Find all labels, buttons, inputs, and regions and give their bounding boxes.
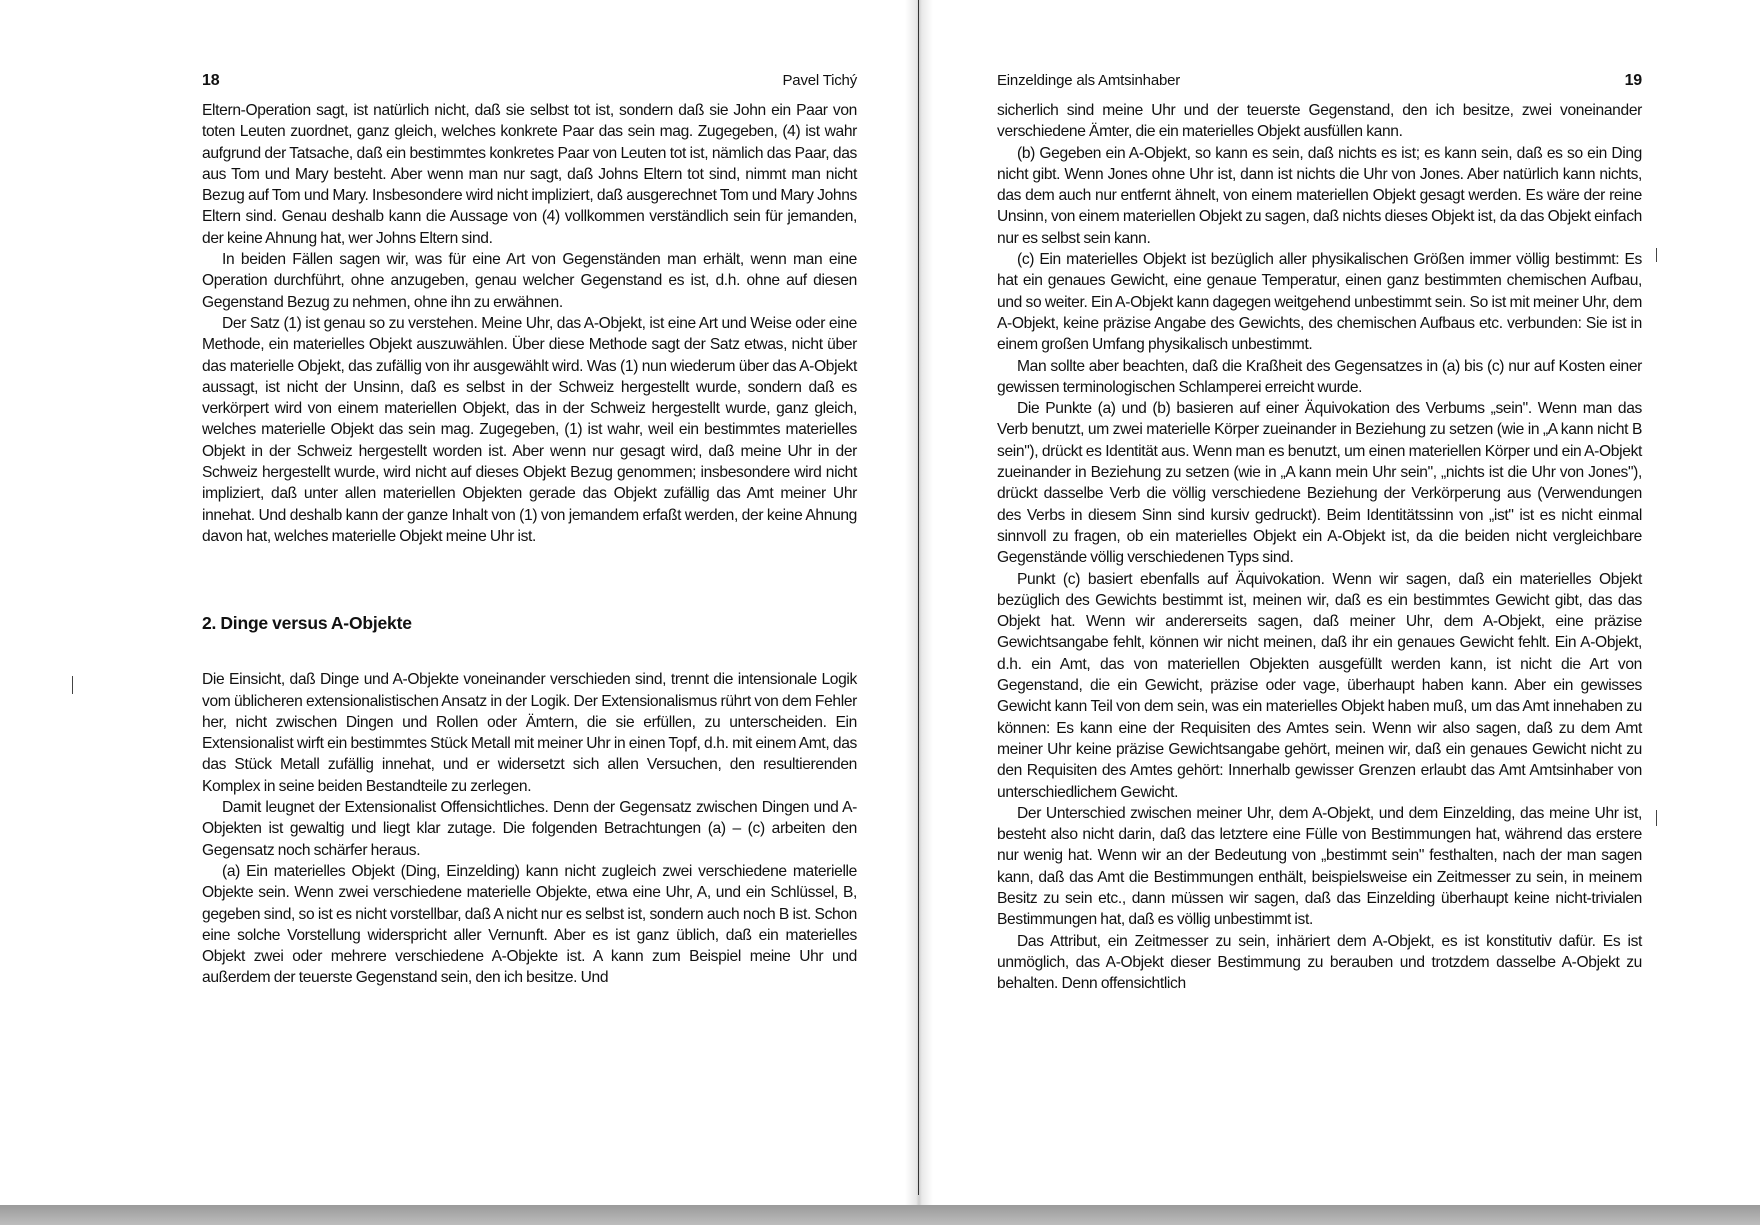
margin-mark bbox=[1656, 248, 1657, 262]
margin-mark bbox=[72, 676, 73, 694]
paragraph: Punkt (c) basiert ebenfalls auf Äquivokation. Wenn wir sagen, daß ein materielles Objekt bezüglich des Gewichts bestimmt ist, meinen wir, daß es ein bestimmtes Gewicht gibt, das das Objekt hat. Wenn wir andererseits sagen, daß meiner Uhr, dem A-Objekt, eine präzise Gewichtsangabe fehlt, können wir nicht meinen, daß ihr ein genaues Gewicht fehlt. Ein A-Objekt, d.h. ein Amt, das von materiellen Objekten ausgefüllt werden kann, ist nicht die Art von Gegenstand, die ein Gewicht, präzise oder vage, überhaupt haben kann. Aber ein gewisses Gewicht kann Teil von dem sein, was ein materielles Objekt haben muß, um das Amt innehaben zu können: Es kann eine der Requisiten des Amtes sein. Wenn wir also sagen, daß zu dem Amt meiner Uhr keine präzise Gewichtsangabe gehört, meinen wir, daß ein genaues Gewicht nicht zu den Requisiten des Amtes gehört: Innerhalb gewisser Grenzen erlaubt das Amt Amtsinhaber von unterschiedlichem Gewicht. bbox=[997, 570, 1642, 801]
right-page bbox=[997, 66, 1642, 1196]
paragraph: (c) Ein materielles Objekt ist bezüglich aller physikalischen Größen immer völlig bestimmt: Es hat ein genaues Gewicht, eine genaue Temperatur, einen ganz bestimmten chemischen Aufbau, und so weiter. Ein A-Objekt kann dagegen weitgehend unbestimmt sein. So ist mit meiner Uhr, dem A-Objekt, keine präzise Angabe des Gewichts, des chemischen Aufbaus etc. verbunden: Sie ist in einem großen Umfang physikalisch unbestimmt. bbox=[997, 251, 1642, 354]
paragraph: Eltern-Operation sagt, ist natürlich nicht, daß sie selbst tot ist, sondern daß sie John ein Paar von toten Leuten zuordnet, ganz gleich, welches konkrete Paar das sein mag. Zugegeben, (4) ist wahr aufgrund der Tatsache, daß ein bestimmtes konkretes Paar von Leuten tot ist, nämlich das Paar, das aus Tom und Mary besteht. Aber wenn man nur sagt, daß Johns Eltern tot sind, nimmt man nicht Bezug auf Tom und Mary. Insbesondere wird nicht impliziert, daß ausgerechnet Tom und Mary Johns Eltern sind. Genau deshalb kann die Aussage von (4) vollkommen verständlich sein für jemanden, der keine Ahnung hat, wer Johns Eltern sind. bbox=[202, 102, 857, 247]
paragraph: Damit leugnet der Extensionalist Offensichtliches. Denn der Gegensatz zwischen Dingen und A-Objekten ist gewaltig und liegt klar zutage. Die folgenden Betrachtungen (a) – (c) arbeiten den Gegensatz noch schärfer heraus. bbox=[202, 799, 857, 859]
paragraph: Das Attribut, ein Zeitmesser zu sein, inhäriert dem A-Objekt, es ist konstitutiv dafür. Es ist unmöglich, das A-Objekt dieser Bestimmung zu berauben und trotzdem dasselbe A-Objekt zu behalten. Denn offensichtlich bbox=[997, 932, 1642, 993]
paragraph: Die Punkte (a) und (b) basieren auf einer Äquivokation des Verbums „sein". Wenn man das Verb benutzt, um zwei materielle Körper zueinander in Beziehung zu setzen (wie in „A kann nicht B sein"), drückt es Identität aus. Wenn man es benutzt, um einen materiellen Körper und ein A-Objekt zueinander in Beziehung zu setzen (wie in „A kann mein Uhr sein", „nichts ist die Uhr von Jones"), drückt dasselbe Verb die völlig verschiedene Beziehung der Verkörperung aus (Verwendungen des Verbs in diesem Sinn sind kursiv gedruckt). Beim Identitätssinn von „ist" ist es nicht einmal sinnvoll zu fragen, ob ein materielles Objekt ein A-Objekt ist, da die beiden nicht vergleichbare Gegenstände völlig verschiedenen Typs sind. bbox=[997, 400, 1642, 567]
page-number-right: 19 bbox=[1624, 72, 1642, 89]
paragraph: Die Einsicht, daß Dinge und A-Objekte voneinander verschieden sind, trennt die intensionale Logik vom üblicheren extensionalistischen Ansatz in der Logik. Der Extensionalismus rührt von dem Fehler her, nicht zwischen Dingen und Rollen oder Ämtern, die sie erfüllen, zu unterscheiden. Ein Extensionalist wirft ein bestimmtes Stück Metall mit meiner Uhr in einen Topf, d.h. mit einem Amt, das das Stück Metall zufällig innehat, und er widersetzt sich allen Versuchen, den resultierenden Komplex in seine beiden Bestandteile zu zerlegen. bbox=[202, 671, 857, 795]
paragraph: sicherlich sind meine Uhr und der teuerste Gegenstand, den ich besitze, zwei voneinander verschiedene Ämter, die ein materielles Objekt ausfüllen kann. bbox=[997, 102, 1642, 141]
book-gutter-line bbox=[918, 0, 919, 1195]
paragraph: (b) Gegeben ein A-Objekt, so kann es sein, daß nichts es ist; es kann sein, daß es so ein Ding nicht gibt. Wenn Jones ohne Uhr ist, dann ist nichts die Uhr von Jones. Aber natürlich kann nichts, das dem auch nur entfernt ähnelt, von einem materiellen Objekt gesagt werden. Es wäre der reine Unsinn, von einem materiellen Objekt zu sagen, daß nichts dieses Objekt ist, da das Objekt einfach nur es selbst sein kann. bbox=[997, 144, 1642, 247]
margin-mark bbox=[1656, 810, 1657, 826]
paragraph: Der Satz (1) ist genau so zu verstehen. Meine Uhr, das A-Objekt, ist eine Art und Weise oder eine Methode, ein materielles Objekt auszuwählen. Über diese Methode sagt der Satz etwas, nicht über das materielle Objekt, das zufällig von ihr ausgewählt wird. Was (1) nun wiederum über das A-Objekt aussagt, ist nicht der Unsinn, daß es selbst in der Schweiz hergestellt wurde, sondern daß es verkörpert wird von einem materiellen Objekt, das in der Schweiz hergestellt wurde, ganz gleich, welches materielle Objekt das sein mag. Zugegeben, (1) ist wahr, weil ein bestimmtes materielles Objekt in der Schweiz hergestellt worden ist. Aber wenn nur gesagt wird, daß meine Uhr in der Schweiz hergestellt wurde, wird nicht auf dieses Objekt Bezug genommen; insbesondere wird nicht impliziert, daß unter allen materiellen Objekten gerade das Objekt zufällig das Amt meiner Uhr innehat. Und deshalb kann der ganze Inhalt von (1) von jemandem erfaßt werden, der keine Ahnung davon hat, welches materielle Objekt meine Uhr ist. bbox=[202, 314, 857, 545]
right-body-text bbox=[997, 100, 1642, 994]
scan-bottom-edge bbox=[0, 1205, 1760, 1225]
left-page bbox=[202, 66, 857, 1196]
section-heading: 2. Dinge versus A-Objekte bbox=[202, 613, 412, 634]
page-number-left: 18 bbox=[202, 72, 220, 89]
left-body-text bbox=[202, 100, 857, 989]
chapter-running-head: Einzeldinge als Amtsinhaber bbox=[997, 72, 1181, 89]
left-running-head bbox=[202, 66, 857, 90]
paragraph: Der Unterschied zwischen meiner Uhr, dem A-Objekt, und dem Einzelding, das meine Uhr ist, besteht also nicht darin, daß das letztere eine Fülle von Bestimmungen hat, während das erstere nur wenig hat. Wenn wir an der Bedeutung von „bestimmt sein" festhalten, nach der man sagen kann, daß das Amt die Bestimmungen enthält, beispielsweise ein Zeitmesser zu sein, in meinem Besitz zu sein etc., dann müssen wir sagen, daß das Einzelding überhaupt keine nicht-trivialen Bestimmungen hat, daß es völlig unbestimmt ist. bbox=[997, 804, 1642, 929]
book-gutter-shadow bbox=[905, 0, 933, 1225]
author-running-head: Pavel Tichý bbox=[782, 72, 857, 89]
paragraph: (a) Ein materielles Objekt (Ding, Einzelding) kann nicht zugleich zwei verschiedene materielle Objekte sein. Wenn zwei verschiedene materielle Objekte, etwa eine Uhr, A, und ein Schlüssel, B, gegeben sind, so ist es nicht vorstellbar, daß A nicht nur es selbst ist, sondern auch noch B ist. Schon eine solche Vorstellung widerspricht aller Vernunft. Aber es ist ganz üblich, daß ein materielles Objekt zwei oder mehrere verschiedene A-Objekte ist. A kann zum Beispiel meine Uhr und außerdem der teuerste Gegenstand sein, den ich besitze. Und bbox=[202, 862, 857, 987]
paragraph: In beiden Fällen sagen wir, was für eine Art von Gegenständen man erhält, wenn man eine Operation durchführt, ohne anzugeben, genau welcher Gegenstand es ist, d.h. ohne auf diesen Gegenstand Bezug zu nehmen, ohne ihn zu erwähnen. bbox=[202, 251, 857, 311]
paragraph: Man sollte aber beachten, daß die Kraßheit des Gegensatzes in (a) bis (c) nur auf Kosten einer gewissen terminologischen Schlamperei erreicht wurde. bbox=[997, 357, 1642, 396]
right-running-head bbox=[997, 66, 1642, 90]
